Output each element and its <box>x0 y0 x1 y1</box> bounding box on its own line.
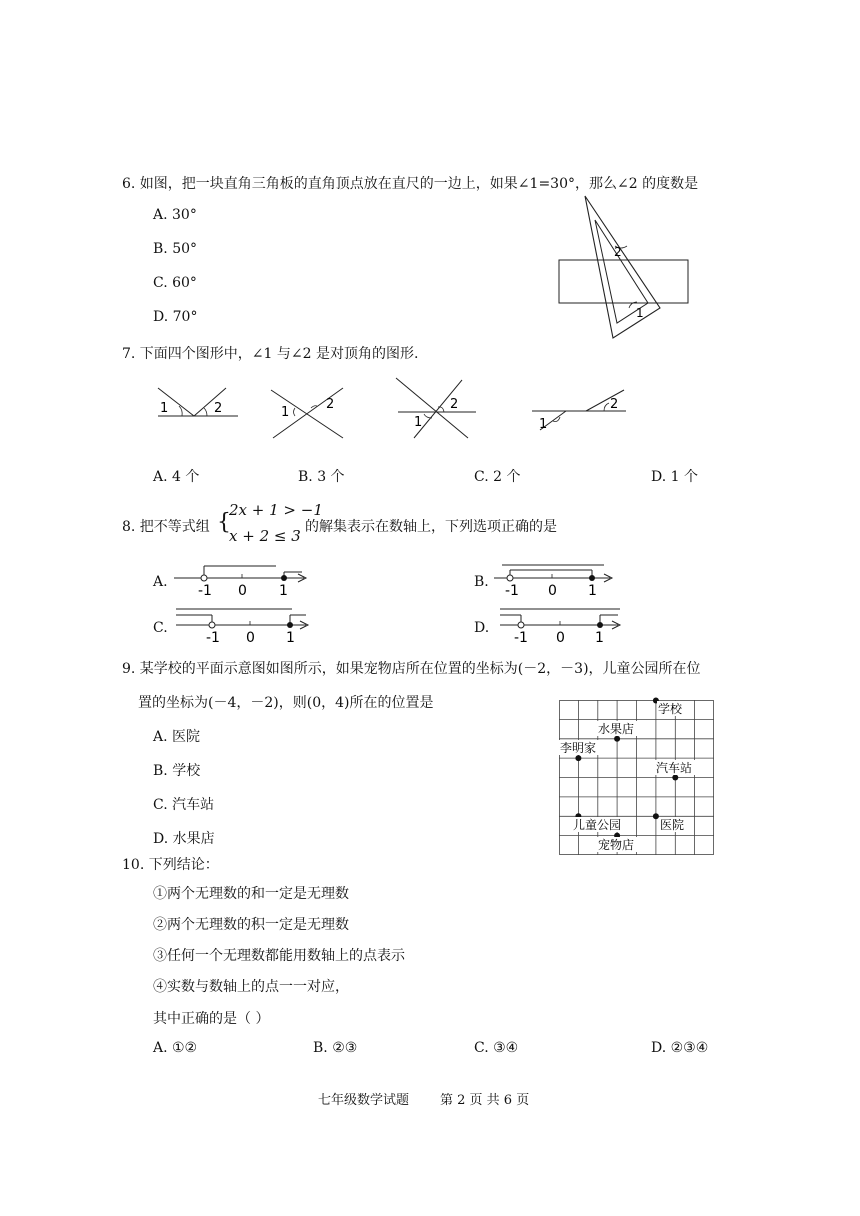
q8-c-tick-0: 0 <box>246 630 255 646</box>
q10-statement-2: ②两个无理数的积一定是无理数 <box>153 917 349 933</box>
q9-option-a: A. 医院 <box>153 729 201 745</box>
q10-ask: 其中正确的是（ ） <box>153 1011 270 1027</box>
q7-f3-label1: 1 <box>414 415 423 430</box>
q8-option-d-numberline <box>494 603 624 645</box>
q8-option-a-letter: A. <box>153 574 168 590</box>
q8-b-tick-0: 0 <box>548 583 557 599</box>
q8-option-c-letter: C. <box>153 620 168 636</box>
q7-f1-label2: 2 <box>214 401 223 416</box>
q9-stem-line1: 9. 某学校的平面示意图如图所示，如果宠物店所在位置的坐标为(－2，－3)，儿童公园所在位 <box>122 661 701 677</box>
q10-option-b: B. ②③ <box>313 1040 358 1056</box>
q8-stem-prefix: 8. 把不等式组 <box>122 519 210 535</box>
q6-option-a: A. 30° <box>153 207 197 223</box>
q6-ruler-triangle-figure <box>555 190 695 345</box>
q8-option-c-numberline <box>172 603 312 645</box>
q7-figure-4 <box>528 386 628 436</box>
q10-stem: 10. 下列结论： <box>122 857 219 873</box>
map-label-hospital: 医院 <box>660 818 685 832</box>
q7-f3-label2: 2 <box>450 397 459 412</box>
q8-stem-suffix: 的解集表示在数轴上，下列选项正确的是 <box>305 519 557 535</box>
q7-option-c: C. 2 个 <box>474 469 521 485</box>
q7-f4-label1: 1 <box>539 417 548 432</box>
q8-d-tick-m1: -1 <box>514 630 528 646</box>
q7-f1-label1: 1 <box>160 401 169 416</box>
q8-a-tick-0: 0 <box>238 583 247 599</box>
q7-figure-3 <box>392 374 482 444</box>
triangle-outer <box>585 196 660 338</box>
q7-f4-label2: 2 <box>610 397 619 412</box>
map-label-pet-shop: 宠物店 <box>598 838 635 852</box>
q8-c-tick-m1: -1 <box>206 630 220 646</box>
q8-option-a-numberline <box>172 562 312 600</box>
q7-figure-2 <box>265 380 355 445</box>
q10-statement-1: ①两个无理数的和一定是无理数 <box>153 886 349 902</box>
q8-b-tick-1: 1 <box>588 583 597 599</box>
q10-statement-3: ③任何一个无理数都能用数轴上的点表示 <box>153 948 405 964</box>
q10-option-d: D. ②③④ <box>651 1040 709 1056</box>
footer-page-number: 第 2 页 共 6 页 <box>440 1093 530 1108</box>
q7-option-a: A. 4 个 <box>153 469 200 485</box>
q8-option-b-letter: B. <box>474 574 489 590</box>
q8-a-tick-1: 1 <box>279 583 288 599</box>
q6-option-d: D. 70° <box>153 309 198 325</box>
q8-option-d-letter: D. <box>474 620 490 636</box>
q7-stem: 7. 下面四个图形中，∠1 与∠2 是对顶角的图形. <box>122 346 419 362</box>
q7-option-b: B. 3 个 <box>298 469 345 485</box>
q9-option-c: C. 汽车站 <box>153 797 215 813</box>
ruler <box>559 260 688 303</box>
q8-a-tick-m1: -1 <box>198 583 212 599</box>
q8-inequality-1: 2x + 1 > −1 <box>229 501 323 519</box>
q6-angle1-label: 1 <box>636 306 644 320</box>
q9-option-b: B. 学校 <box>153 763 201 779</box>
q8-inequality-2: x + 2 ≤ 3 <box>229 527 301 545</box>
q7-f2-label1: 1 <box>281 405 290 420</box>
map-label-bus-station: 汽车站 <box>656 761 693 775</box>
q8-b-tick-m1: -1 <box>505 583 519 599</box>
map-label-li-home: 李明家 <box>560 741 597 755</box>
q9-option-d: D. 水果店 <box>153 831 215 847</box>
q8-option-b-numberline <box>492 560 622 600</box>
q8-c-tick-1: 1 <box>286 630 295 646</box>
map-label-school: 学校 <box>658 702 683 716</box>
q8-d-tick-1: 1 <box>595 630 604 646</box>
footer-title: 七年级数学试题 <box>318 1093 410 1108</box>
q10-option-a: A. ①② <box>153 1040 198 1056</box>
q6-angle2-label: 2 <box>614 245 622 259</box>
q7-option-d: D. 1 个 <box>651 469 698 485</box>
q9-stem-line2: 置的坐标为(－4，－2)，则(0，4)所在的位置是 <box>138 695 434 711</box>
q6-stem: 6. 如图，把一块直角三角板的直角顶点放在直尺的一边上，如果∠1=30°，那么∠2 的度数是 <box>122 176 699 192</box>
map-label-fruit-shop: 水果店 <box>598 722 635 736</box>
q10-statement-4: ④实数与数轴上的点一一对应， <box>153 979 349 995</box>
q10-option-c: C. ③④ <box>474 1040 519 1056</box>
q9-school-map-grid <box>559 700 715 856</box>
q7-f2-label2: 2 <box>326 397 335 412</box>
q6-option-b: B. 50° <box>153 241 198 257</box>
q7-figure-1 <box>150 380 245 425</box>
map-label-park: 儿童公园 <box>573 818 622 832</box>
q6-option-c: C. 60° <box>153 275 197 291</box>
q8-brace: { <box>217 510 231 535</box>
q8-d-tick-0: 0 <box>556 630 565 646</box>
